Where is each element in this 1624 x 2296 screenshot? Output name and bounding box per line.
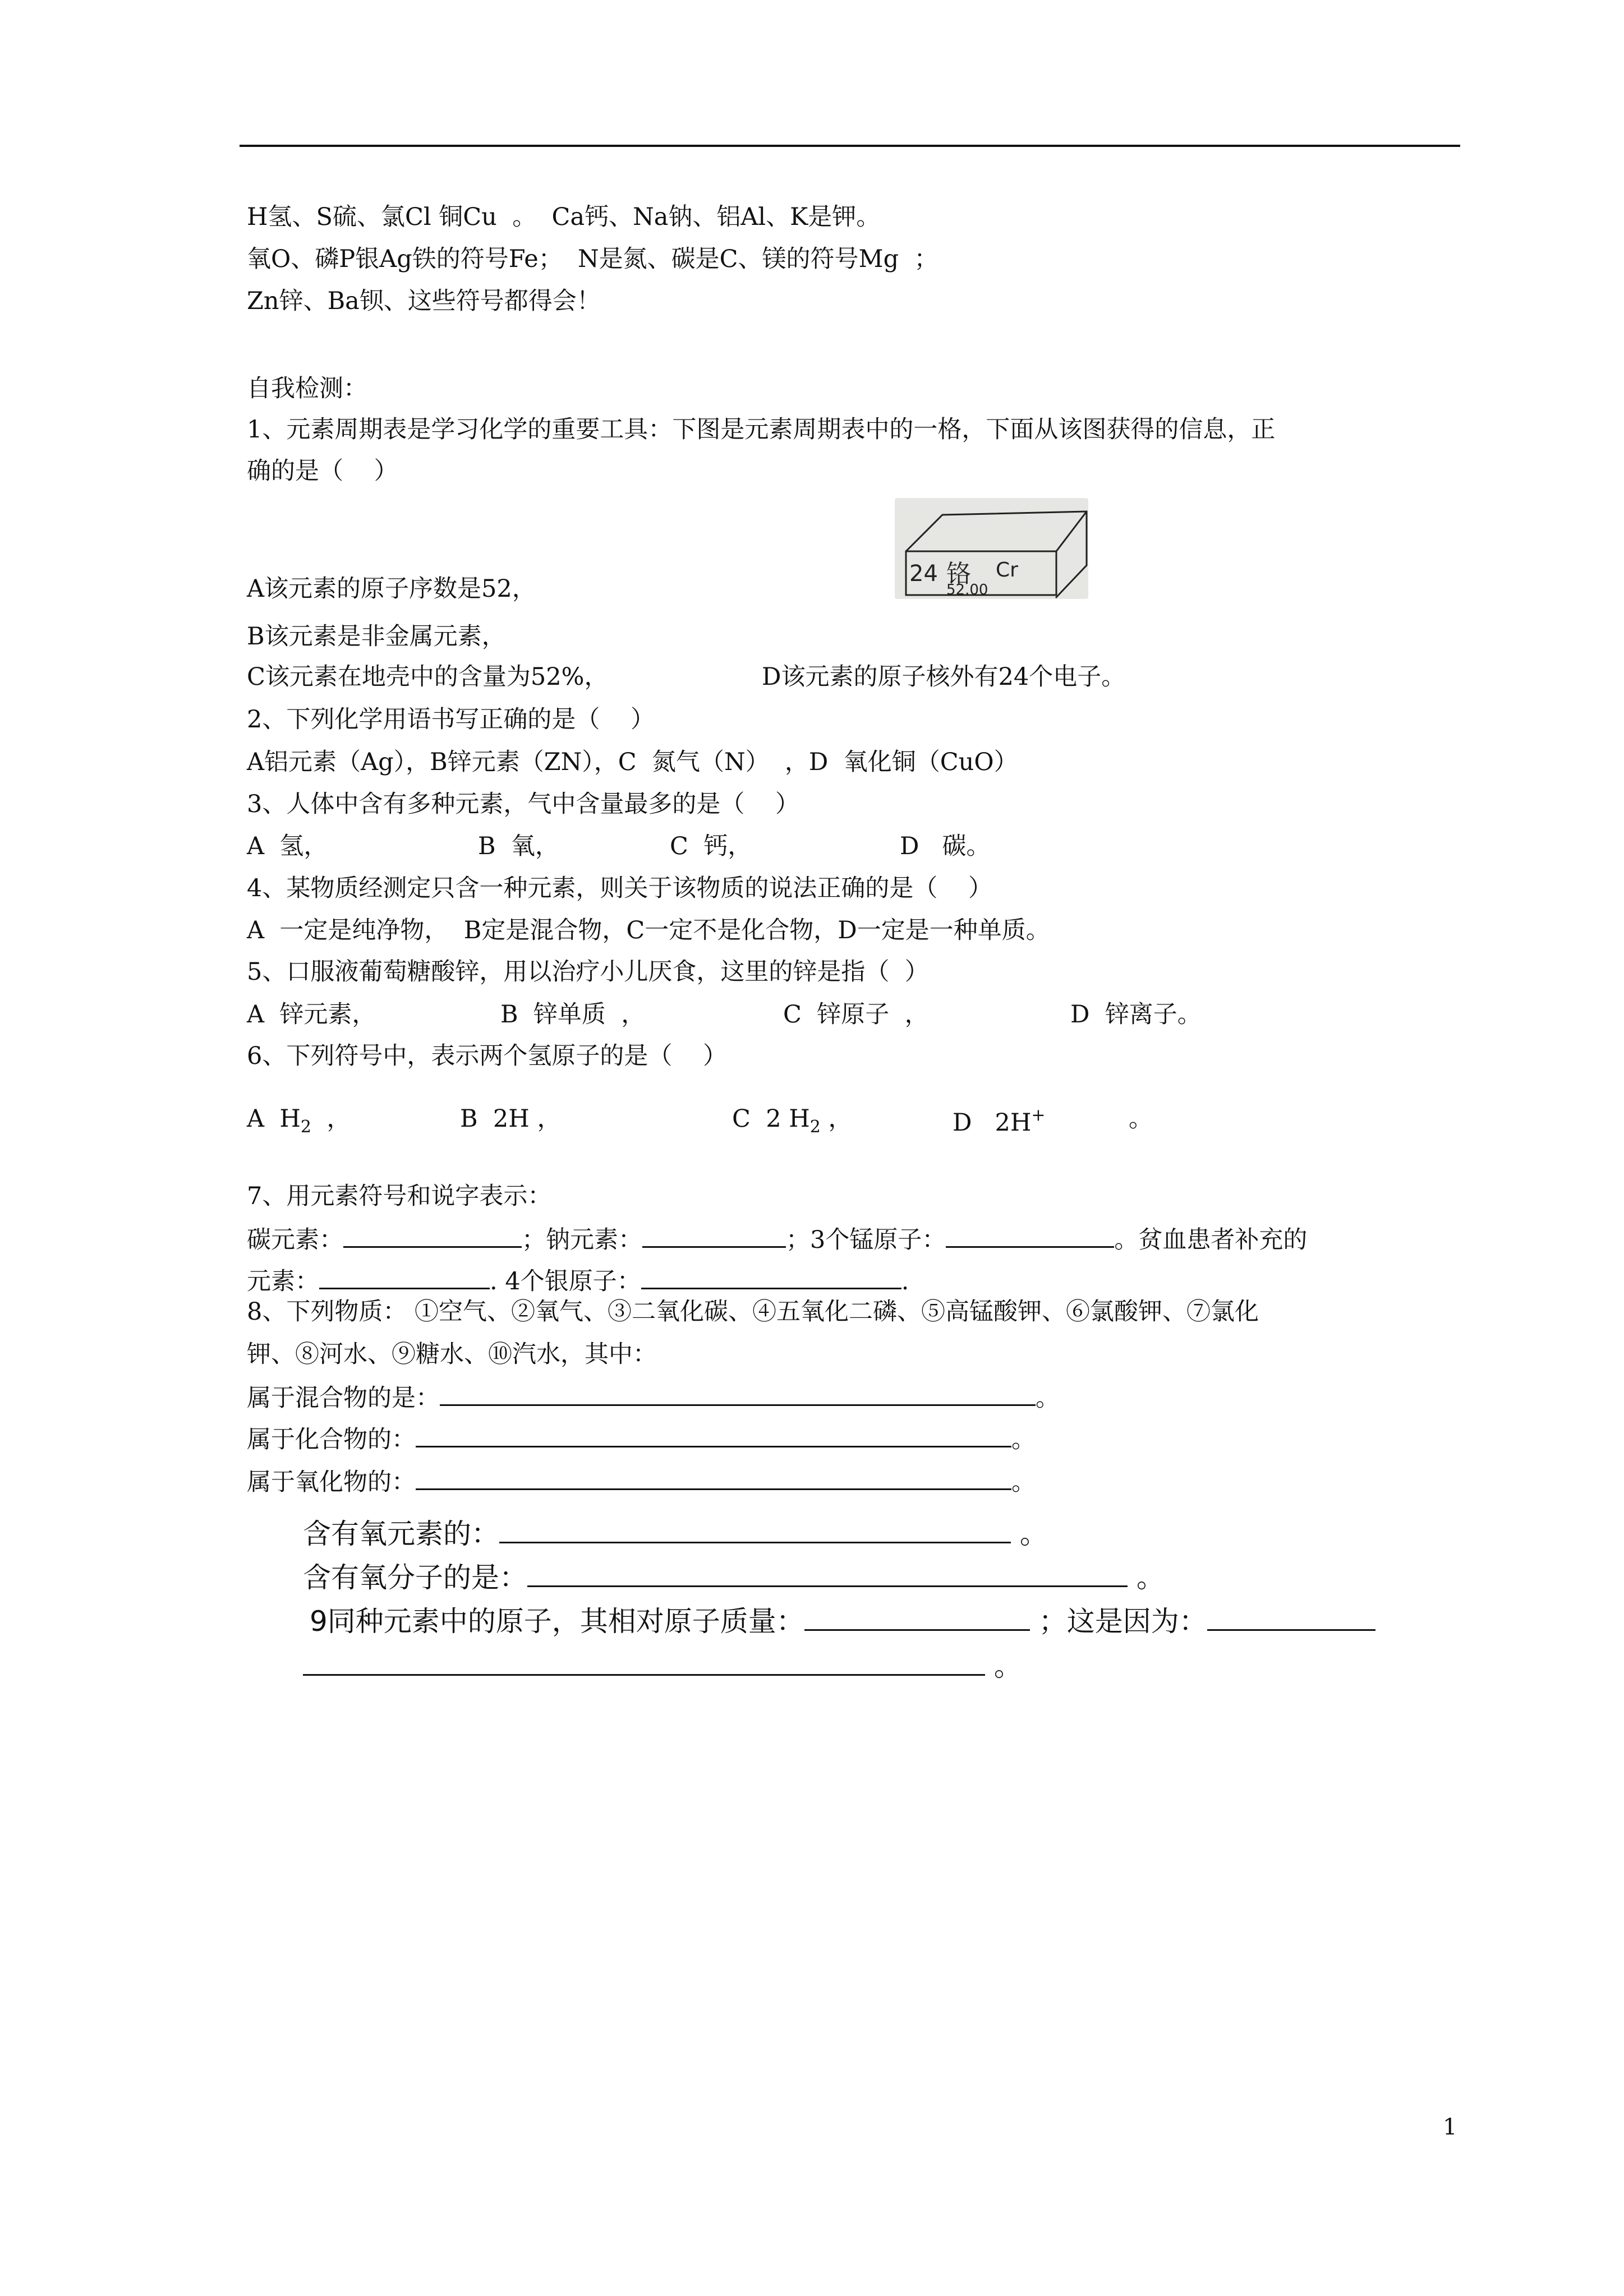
q8-stem-2: 钾、⑧河水、⑨糖水、⑩汽水，其中： <box>247 1340 657 1368</box>
tile-number: 24 <box>909 561 938 587</box>
element-answer-blank[interactable] <box>319 1269 490 1289</box>
q6-a-tail: ， <box>311 1105 351 1133</box>
q8-oxide-period: 。 <box>1011 1468 1036 1496</box>
compound-answer-blank[interactable] <box>416 1427 1011 1447</box>
q6-d-superscript: + <box>1031 1105 1046 1125</box>
page-number: 1 <box>1443 2114 1457 2140</box>
q6-c-label: C 2 H <box>732 1105 810 1133</box>
q5-option-c: C 锌原子 ， <box>783 1001 929 1029</box>
oxygen-element-answer-blank[interactable] <box>499 1523 1011 1543</box>
q4-stem: 4、某物质经测定只含一种元素，则关于该物质的说法正确的是（ ） <box>247 874 993 902</box>
q3-option-c: C 钙， <box>670 832 752 860</box>
q7-end: . <box>901 1267 909 1295</box>
tile-mass: 52.00 <box>946 582 988 598</box>
q7-line-2 <box>247 1269 909 1294</box>
q9-continuation-line <box>303 1652 1022 1680</box>
q5-stem: 5、口服液葡萄糖酸锌，用以治疗小儿厌食，这里的锌是指（ ） <box>247 958 929 986</box>
q9-reason-label: ；这是因为： <box>1038 1605 1207 1638</box>
q6-end: 。 <box>1129 1105 1153 1133</box>
q8-oxide-label: 属于氧化物的： <box>247 1468 416 1496</box>
q7-silver-label: . 4个银原子： <box>490 1267 641 1295</box>
q3-option-a: A 氢， <box>247 832 328 860</box>
q6-d-label: D 2H <box>953 1109 1032 1137</box>
header-rule <box>240 145 1460 147</box>
oxide-answer-blank[interactable] <box>416 1469 1011 1490</box>
q1-option-c: C该元素在地壳中的含量为52%， <box>247 663 609 691</box>
q5-option-b: B 锌单质 ， <box>500 1001 646 1029</box>
tile-symbol: Cr <box>996 559 1018 582</box>
q1-stem-2: 确的是（ ） <box>247 457 398 485</box>
oxygen-molecule-period: 。 <box>1136 1561 1165 1594</box>
q1-stem-1: 1、元素周期表是学习化学的重要工具：下图是元素周期表中的一格，下面从该图获得的信息，正 <box>247 416 1276 444</box>
section-title: 自我检测： <box>247 375 367 403</box>
oxygen-element-line <box>303 1520 1048 1548</box>
oxygen-element-label: 含有氧元素的： <box>303 1518 499 1550</box>
q3-option-d: D 碳。 <box>900 832 991 860</box>
q8-mixture-label: 属于混合物的是： <box>247 1384 440 1412</box>
q6-c-subscript: 2 <box>809 1117 821 1137</box>
carbon-answer-blank[interactable] <box>343 1227 522 1248</box>
q7-element-label: 元素： <box>247 1267 319 1295</box>
q6-option-d <box>953 1107 1045 1135</box>
q6-stem: 6、下列符号中，表示两个氢原子的是（ ） <box>247 1042 728 1070</box>
manganese-answer-blank[interactable] <box>946 1227 1114 1248</box>
q6-a-subscript: 2 <box>300 1117 311 1137</box>
q7-anemia-label: 。贫血患者补充的 <box>1114 1226 1308 1254</box>
q7-manganese-label: ；3个锰原子： <box>786 1226 946 1254</box>
q8-compound-label: 属于化合物的： <box>247 1426 416 1454</box>
silver-answer-blank[interactable] <box>641 1269 901 1289</box>
tile-element-name: 铬 <box>946 560 971 588</box>
q6-option-b: B 2H ， <box>460 1105 562 1133</box>
reason-answer-blank-2[interactable] <box>303 1655 985 1676</box>
mnemonic-line-3: Zn锌、Ba钡、这些符号都得会！ <box>247 287 601 315</box>
q3-stem: 3、人体中含有多种元素，气中含量最多的是（ ） <box>247 790 800 818</box>
q2-options: A铝元素（Ag），B锌元素（ZN），C 氮气（N） ，D 氧化铜（CuO） <box>247 748 1018 776</box>
q9-label: 9同种元素中的原子，其相对原子质量： <box>310 1605 804 1638</box>
relative-mass-answer-blank[interactable] <box>804 1610 1030 1631</box>
q5-option-a: A 锌元素， <box>247 1001 376 1029</box>
q1-option-b: B该元素是非金属元素， <box>247 623 506 651</box>
mixture-answer-blank[interactable] <box>440 1385 1036 1406</box>
q6-a-label: A H <box>247 1105 301 1133</box>
mnemonic-line-2: 氧O、磷P银Ag铁的符号Fe； N是氮、碳是C、镁的符号Mg ； <box>247 245 938 273</box>
q8-mixture-line <box>247 1385 1060 1410</box>
periodic-table-cell-image <box>895 498 1088 599</box>
sodium-answer-blank[interactable] <box>642 1227 786 1248</box>
q6-option-c <box>732 1107 853 1136</box>
q8-mixture-period: 。 <box>1036 1384 1060 1412</box>
q5-option-d: D 锌离子。 <box>1070 1001 1202 1029</box>
q1-option-d: D该元素的原子核外有24个电子。 <box>762 663 1126 691</box>
oxygen-molecule-line <box>303 1561 1165 1594</box>
q8-oxide-line <box>247 1469 1036 1495</box>
q8-compound-period: 。 <box>1011 1426 1036 1454</box>
q8-compound-line <box>247 1427 1036 1452</box>
q4-options: A 一定是纯净物， B定是混合物，C一定不是化合物，D一定是一种单质。 <box>247 916 1050 944</box>
mnemonic-line-1: H氢、S硫、氯Cl 铜Cu 。 Ca钙、Na钠、铝Al、K是钾。 <box>247 203 881 231</box>
q7-carbon-label: 碳元素： <box>247 1226 343 1254</box>
q7-line-1 <box>247 1227 1307 1252</box>
q9-period: 。 <box>993 1650 1022 1682</box>
q2-stem: 2、下列化学用语书写正确的是（ ） <box>247 706 655 734</box>
q9-line <box>310 1605 1375 1638</box>
oxygen-molecule-label: 含有氧分子的是： <box>303 1561 527 1594</box>
q7-sodium-label: ；钠元素： <box>522 1226 642 1254</box>
oxygen-element-period: 。 <box>1019 1518 1048 1550</box>
q7-title: 7、用元素符号和说字表示： <box>247 1182 552 1210</box>
q6-option-a <box>247 1107 351 1136</box>
q8-stem-1: 8、下列物质： ①空气、②氧气、③二氧化碳、④五氧化二磷、⑤高锰酸钾、⑥氯酸钾、⑦氯化 <box>247 1298 1259 1326</box>
q3-option-b: B 氧， <box>478 832 559 860</box>
q1-option-a: A该元素的原子序数是52， <box>247 575 536 603</box>
reason-answer-blank-1[interactable] <box>1207 1610 1375 1631</box>
q6-c-tail: ， <box>820 1105 853 1133</box>
oxygen-molecule-answer-blank[interactable] <box>527 1566 1128 1587</box>
